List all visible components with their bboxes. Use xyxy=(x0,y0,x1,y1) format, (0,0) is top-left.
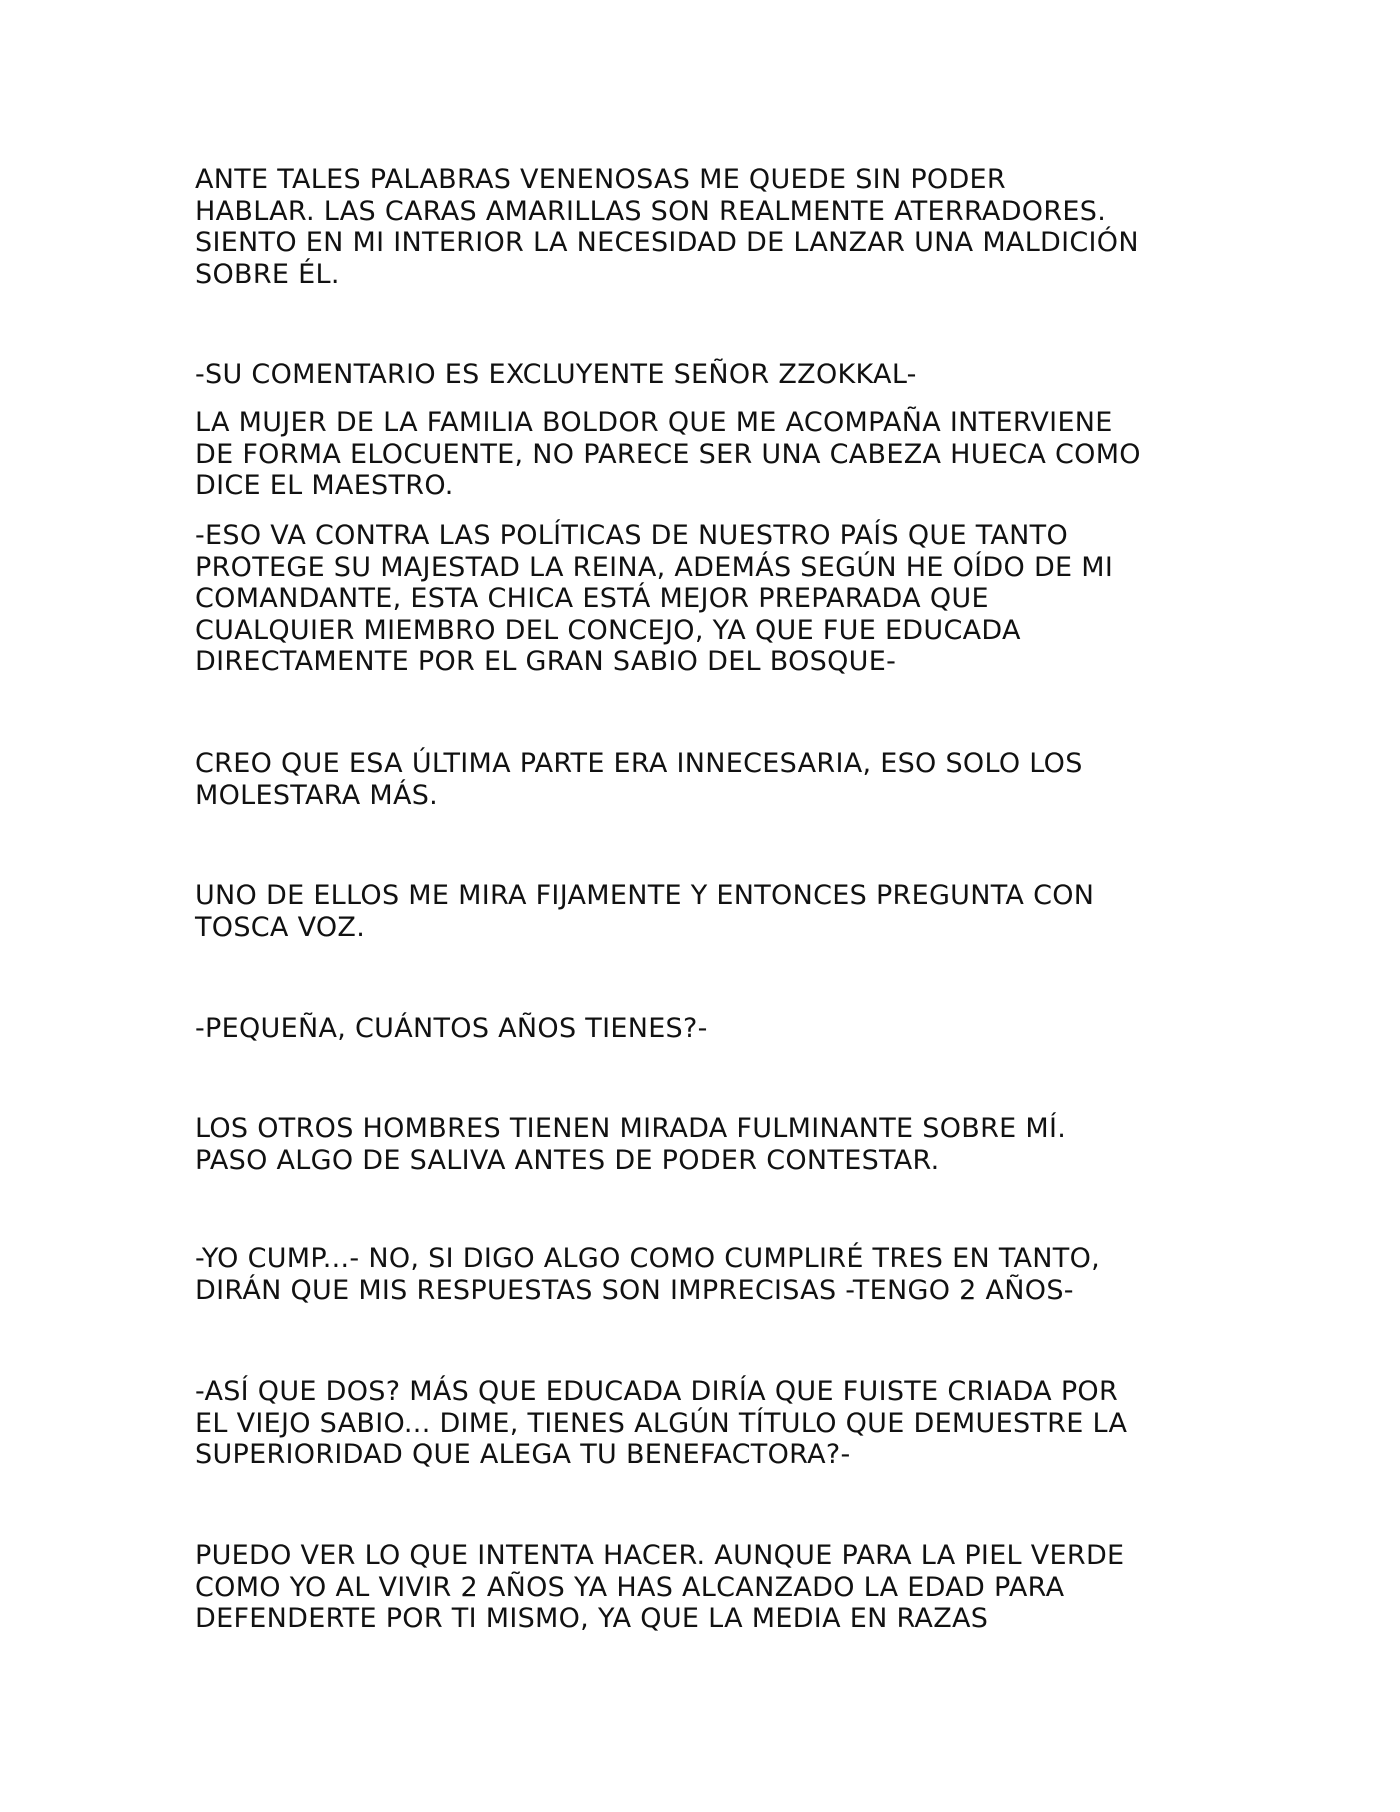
paragraph-2: -SU COMENTARIO ES EXCLUYENTE SEÑOR ZZOKKAL- xyxy=(195,359,917,390)
paragraph-8: LOS OTROS HOMBRES TIENEN MIRADA FULMINANTE SOBRE MÍ. PASO ALGO DE SALIVA ANTES DE PODER CONTESTAR. xyxy=(195,1113,1067,1176)
paragraph-4: -ESO VA CONTRA LAS POLÍTICAS DE NUESTRO PAÍS QUE TANTO PROTEGE SU MAJESTAD LA REINA, ADEMÁS SEGÚN HE OÍDO DE MI COMANDANTE, ESTA CHICA ESTÁ MEJOR PREPARADA QUE CUALQUIER MIEMBRO DEL CONCEJO, YA QUE FUE EDUCADA DIRECTAMENTE POR EL GRAN SABIO DEL BOSQUE- xyxy=(195,520,1114,677)
paragraph-6: UNO DE ELLOS ME MIRA FIJAMENTE Y ENTONCES PREGUNTA CON TOSCA VOZ. xyxy=(195,880,1095,943)
paragraph-10: -ASÍ QUE DOS? MÁS QUE EDUCADA DIRÍA QUE FUISTE CRIADA POR EL VIEJO SABIO... DIME, TIENES ALGÚN TÍTULO QUE DEMUESTRE LA SUPERIORIDAD QUE ALEGA TU BENEFACTORA?- xyxy=(195,1376,1128,1470)
paragraph-5: CREO QUE ESA ÚLTIMA PARTE ERA INNECESARIA, ESO SOLO LOS MOLESTARA MÁS. xyxy=(195,748,1083,811)
paragraph-3: LA MUJER DE LA FAMILIA BOLDOR QUE ME ACOMPAÑA INTERVIENE DE FORMA ELOCUENTE, NO PARECE SER UNA CABEZA HUECA COMO DICE EL MAESTRO. xyxy=(195,407,1141,501)
paragraph-1: ANTE TALES PALABRAS VENENOSAS ME QUEDE SIN PODER HABLAR. LAS CARAS AMARILLAS SON REALMENTE ATERRADORES. SIENTO EN MI INTERIOR LA NECESIDAD DE LANZAR UNA MALDICIÓN SOBRE ÉL. xyxy=(195,164,1139,290)
paragraph-7: -PEQUEÑA, CUÁNTOS AÑOS TIENES?- xyxy=(195,1013,708,1044)
paragraph-11: PUEDO VER LO QUE INTENTA HACER. AUNQUE PARA LA PIEL VERDE COMO YO AL VIVIR 2 AÑOS YA HAS ALCANZADO LA EDAD PARA DEFENDERTE POR TI MISMO, YA QUE LA MEDIA EN RAZAS xyxy=(195,1540,1125,1634)
paragraph-9: -YO CUMP...- NO, SI DIGO ALGO COMO CUMPLIRÉ TRES EN TANTO, DIRÁN QUE MIS RESPUESTAS SON IMPRECISAS -TENGO 2 AÑOS- xyxy=(195,1243,1101,1306)
